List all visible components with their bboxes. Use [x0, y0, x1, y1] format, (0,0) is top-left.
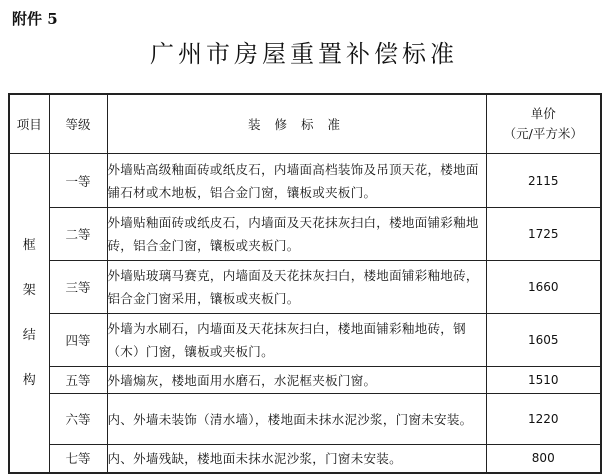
price-cell: 1605 — [486, 314, 601, 367]
category-char: 框 — [22, 237, 36, 253]
table-row — [9, 314, 601, 367]
grade-cell: 四等 — [49, 314, 107, 367]
table-row — [9, 208, 601, 261]
col-header-decoration: 装 修 标 准 — [107, 94, 486, 154]
description-cell: 内、外墙未装饰（清水墙），楼地面未抹水泥沙浆，门窗未安装。 — [107, 394, 486, 445]
price-cell: 1220 — [486, 394, 601, 445]
col-header-price — [486, 94, 601, 154]
page-title: 广州市房屋重置补偿标准 — [150, 40, 458, 68]
header-row — [9, 94, 601, 154]
description-cell: 外墙煽灰，楼地面用水磨石，水泥框夹板门窗。 — [107, 367, 486, 394]
grade-cell: 七等 — [49, 445, 107, 473]
table-row — [9, 367, 601, 394]
col-header-price-unit: （元/平方米） — [503, 126, 583, 141]
col-header-item: 项目 — [9, 94, 49, 154]
price-cell: 1510 — [486, 367, 601, 394]
description-cell: 外墙为水刷石，内墙面及天花抹灰扫白，楼地面铺彩釉地砖，钢（木）门窗，镶板或夹板门。 — [107, 314, 486, 367]
category-cell — [9, 154, 49, 473]
grade-cell: 五等 — [49, 367, 107, 394]
category-char: 架 — [22, 282, 36, 298]
grade-cell: 二等 — [49, 208, 107, 261]
price-cell: 1725 — [486, 208, 601, 261]
price-cell: 1660 — [486, 261, 601, 314]
description-cell: 外墙贴高级釉面砖或纸皮石，内墙面高档装饰及吊顶天花，楼地面铺石材或木地板，铝合金门窗，镶板或夹板门。 — [107, 154, 486, 208]
category-char: 结 — [22, 327, 36, 343]
description-cell: 外墙贴玻璃马赛克，内墙面及天花抹灰扫白，楼地面铺彩釉地砖，铝合金门窗采用，镶板或夹板门。 — [107, 261, 486, 314]
price-cell: 2115 — [486, 154, 601, 208]
table-row — [9, 261, 601, 314]
grade-cell: 三等 — [49, 261, 107, 314]
category-char: 构 — [22, 372, 36, 388]
price-cell: 800 — [486, 445, 601, 473]
col-header-price-label: 单价 — [530, 106, 556, 121]
grade-cell: 六等 — [49, 394, 107, 445]
col-header-grade: 等级 — [49, 94, 107, 154]
table-row — [9, 394, 601, 445]
attachment-label: 附件 5 — [12, 10, 58, 28]
grade-cell: 一等 — [49, 154, 107, 208]
compensation-table — [8, 93, 602, 474]
table-row — [9, 445, 601, 473]
description-cell: 内、外墙残缺，楼地面未抹水泥沙浆，门窗未安装。 — [107, 445, 486, 473]
description-cell: 外墙贴釉面砖或纸皮石，内墙面及天花抹灰扫白，楼地面铺彩釉地砖，铝合金门窗，镶板或夹板门。 — [107, 208, 486, 261]
table-row — [9, 154, 601, 208]
